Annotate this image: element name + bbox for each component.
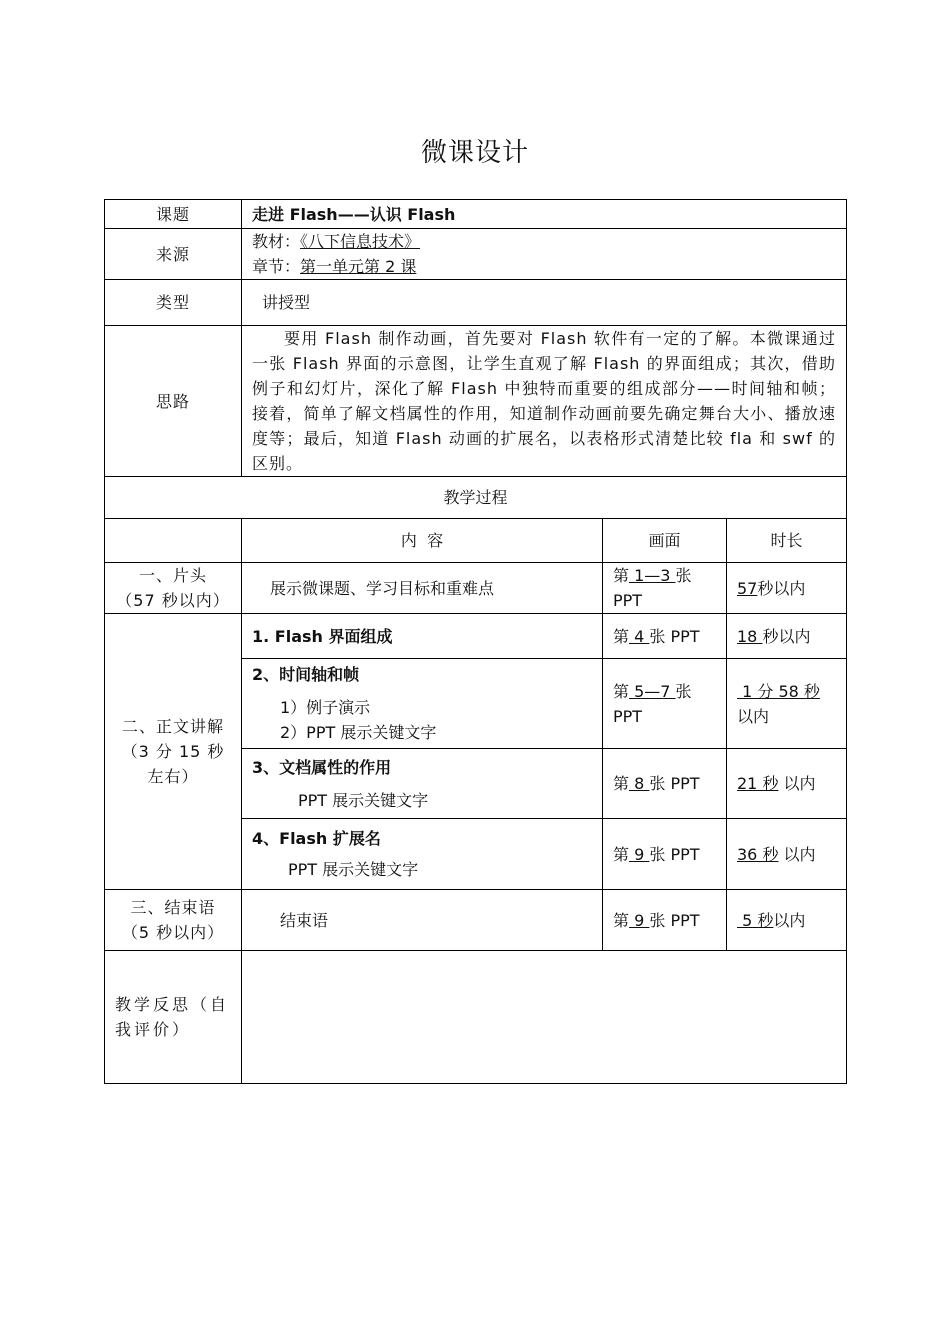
opening-label-line1: 一、片头 — [138, 566, 207, 585]
section-3-duration — [727, 749, 847, 819]
type-row — [105, 280, 847, 326]
opening-content: 展示微课题、学习目标和重难点 — [242, 563, 603, 614]
section-1-screen-prefix: 第 — [613, 626, 630, 646]
section-4-screen-prefix: 第 — [613, 844, 630, 864]
opening-screen-suffix: 张 — [675, 566, 692, 585]
opening-screen-prefix: 第 — [613, 566, 630, 585]
closing-duration — [727, 890, 847, 951]
closing-screen-suffix: 张 PPT — [649, 910, 700, 930]
section-2-screen-line2: PPT — [613, 706, 643, 726]
section-1-screen-value: 4 — [629, 626, 650, 646]
section-3-item-1: PPT 展示关键文字 — [298, 790, 429, 810]
section-3-heading: 3、文档属性的作用 — [252, 757, 392, 777]
column-duration: 时长 — [727, 519, 847, 563]
reflection-value — [242, 951, 847, 1084]
source-row — [105, 229, 847, 280]
opening-label-line2: （57 秒以内） — [116, 591, 230, 610]
column-screen: 画面 — [603, 519, 727, 563]
type-value: 讲授型 — [242, 280, 847, 326]
section-2-item-2: 2）PPT 展示关键文字 — [280, 723, 437, 742]
body-label — [105, 614, 242, 890]
columns-empty-cell — [105, 519, 242, 563]
section-4-duration-suffix: 以内 — [778, 844, 816, 864]
section-2-screen-prefix: 第 — [613, 681, 630, 701]
section-3-duration-value: 21 秒 — [737, 774, 779, 793]
section-2-item-1: 1）例子演示 — [280, 698, 371, 717]
textbook-name: 《八下信息技术》 — [300, 232, 421, 251]
section-4-item-1: PPT 展示关键文字 — [288, 860, 419, 879]
section-4-screen-suffix: 张 PPT — [649, 844, 700, 864]
idea-label: 思路 — [105, 326, 242, 477]
section-3-screen-value: 8 — [629, 774, 650, 793]
section-3-content — [242, 749, 603, 819]
opening-duration-suffix: 秒以内 — [757, 578, 806, 598]
section-4-content — [242, 819, 603, 890]
closing-screen-value: 9 — [629, 910, 650, 930]
column-content: 内 容 — [242, 519, 603, 563]
type-label: 类型 — [105, 280, 242, 326]
body-row-1 — [105, 614, 847, 659]
section-1-duration-value: 18 — [737, 626, 763, 646]
closing-duration-value: 5 秒 — [737, 910, 774, 930]
idea-row — [105, 326, 847, 477]
opening-screen — [603, 563, 727, 614]
closing-duration-suffix: 以内 — [773, 910, 806, 930]
columns-row — [105, 519, 847, 563]
closing-screen — [603, 890, 727, 951]
section-4-duration-value: 36 秒 — [737, 844, 779, 864]
body-label-line1: 二、正文讲解 — [121, 717, 224, 736]
opening-duration-value: 57 — [737, 578, 758, 598]
section-2-heading: 2、时间轴和帧 — [252, 665, 360, 684]
topic-row — [105, 200, 847, 229]
section-2-content — [242, 659, 603, 749]
topic-label: 课题 — [105, 200, 242, 229]
section-1-screen — [603, 614, 727, 659]
opening-duration — [727, 563, 847, 614]
opening-row — [105, 563, 847, 614]
section-2-duration — [727, 659, 847, 749]
opening-label — [105, 563, 242, 614]
idea-text: 要用 Flash 制作动画，首先要对 Flash 软件有一定的了解。本微课通过一张 Flash 界面的示意图，让学生直观了解 Flash 的界面组成；其次，借助例子和幻灯片，深化了解 Flash 中独特而重要的组成部分——时间轴和帧；接着，简单了解文档属性的作用，知道制作动画前要先确定舞台大小、播放速度等；最后，知道 Flash 动画的扩展名，以表格形式清楚比较 fla 和 swf 的区别。 — [242, 326, 847, 477]
reflection-row — [105, 951, 847, 1084]
section-2-screen-suffix: 张 — [675, 681, 692, 701]
process-header-row — [105, 477, 847, 519]
section-3-screen-suffix: 张 PPT — [649, 774, 700, 793]
closing-content: 结束语 — [242, 890, 603, 951]
section-4-duration — [727, 819, 847, 890]
lesson-design-table — [104, 199, 847, 1084]
reflection-label: 教学反思（自我评价） — [105, 951, 242, 1084]
section-1-duration — [727, 614, 847, 659]
opening-screen-value: 1—3 — [629, 566, 676, 585]
section-3-screen-prefix: 第 — [613, 774, 630, 793]
section-1-duration-suffix: 秒以内 — [762, 626, 811, 646]
closing-label-line2: （5 秒以内） — [121, 923, 225, 942]
closing-label-line1: 三、结束语 — [130, 898, 216, 917]
section-4-screen — [603, 819, 727, 890]
section-2-duration-suffix: 以内 — [737, 706, 770, 726]
section-2-duration-value: 1 分 58 秒 — [737, 681, 820, 701]
topic-value: 走进 Flash——认识 Flash — [242, 200, 847, 229]
chapter-prefix: 章节： — [252, 257, 301, 276]
section-1-heading: 1. Flash 界面组成 — [242, 614, 603, 659]
source-label: 来源 — [105, 229, 242, 280]
section-2-screen — [603, 659, 727, 749]
section-1-screen-suffix: 张 PPT — [649, 626, 700, 646]
section-4-screen-value: 9 — [629, 844, 650, 864]
body-label-line2: （3 分 15 秒左右） — [121, 742, 225, 786]
section-3-screen — [603, 749, 727, 819]
closing-row — [105, 890, 847, 951]
section-4-heading: 4、Flash 扩展名 — [252, 829, 381, 848]
closing-screen-prefix: 第 — [613, 910, 630, 930]
section-3-duration-suffix: 以内 — [778, 774, 816, 793]
source-value — [242, 229, 847, 280]
section-2-screen-value: 5—7 — [629, 681, 676, 701]
page-title: 微课设计 — [420, 138, 529, 168]
textbook-prefix: 教材： — [252, 232, 301, 251]
opening-screen-line2: PPT — [613, 591, 643, 610]
process-header: 教学过程 — [105, 477, 847, 519]
closing-label — [105, 890, 242, 951]
chapter-name: 第一单元第 2 课 — [300, 257, 417, 276]
